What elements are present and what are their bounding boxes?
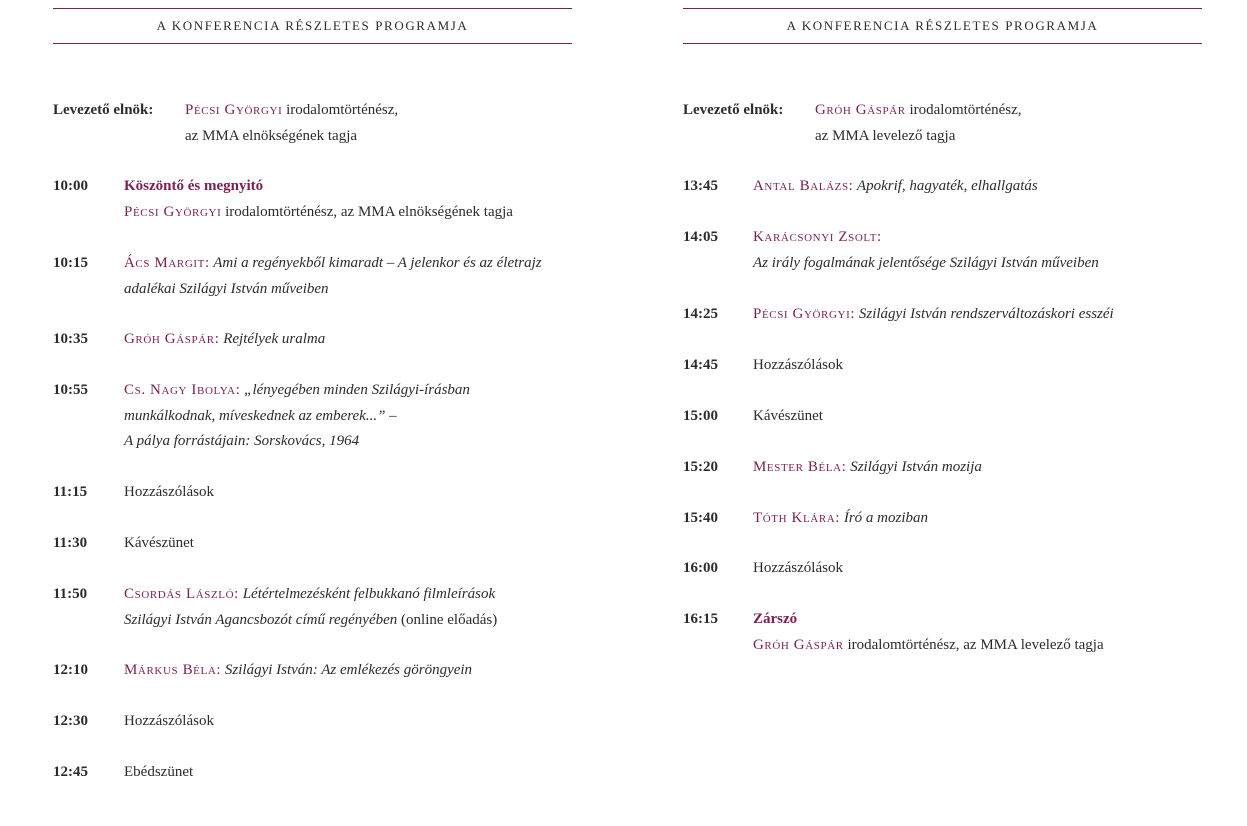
item-time: 16:15 [683,611,718,627]
item-time: 14:45 [683,357,718,373]
section-header: A KONFERENCIA RÉSZLETES PROGRAMJA [53,8,572,44]
talk-title-line2: munkálkodnak, míveskednek az emberek...” – [124,407,397,424]
item-text: Kávészünet [753,408,823,424]
talk-title: Író a moziban [840,510,928,526]
talk-title: Ami a regényekből kimaradt – A jelenkor és az életrajz [209,255,542,271]
talk-title: Rejtélyek uralma [219,331,326,347]
item-time: 10:55 [53,382,88,398]
item-time: 15:20 [683,459,718,475]
speaker-name: Pécsi Györgyi: [753,306,856,322]
item-time: 16:00 [683,560,718,576]
chair-label: Levezető elnök: [683,102,784,118]
item-title: Zárszó [753,611,798,627]
item-time: 11:50 [53,586,88,602]
talk-title: Apokrif, hagyaték, elhallgatás [853,178,1038,194]
item-time: 14:05 [683,229,718,245]
item-text: Hozzászólások [124,484,214,500]
chair-role: irodalomtörténész, [905,102,1022,118]
item-time: 11:30 [53,535,88,551]
item-time: 12:30 [53,713,88,729]
speaker-name: Ács Margit: [124,255,210,271]
item-time: 10:35 [53,331,88,347]
section-header: A KONFERENCIA RÉSZLETES PROGRAMJA [683,8,1202,44]
talk-title: „lényegében minden Szilágyi-írásban [240,382,470,398]
item-time: 14:25 [683,306,718,322]
talk-title: Szilágyi István rendszerváltozáskori esszéi [855,306,1114,322]
talk-title-line2: Szilágyi István Agancsbozót című regényében [124,611,398,628]
item-time: 10:00 [53,178,88,194]
item-text: Kávészünet [124,535,194,551]
chair-name: Pécsi Györgyi [185,102,283,118]
item-text: Ebédszünet [124,764,194,780]
item-time: 13:45 [683,178,718,194]
speaker-name: Antal Balázs: [753,178,854,194]
item-text: Hozzászólások [124,713,214,729]
talk-note: (online előadás) [397,611,498,628]
chair-role-line2: az MMA elnökségének tagja [185,127,358,144]
speaker-name: Csordás László: [124,586,239,602]
item-time: 15:00 [683,408,718,424]
talk-title: Szilágyi István: Az emlékezés göröngyein [221,662,473,678]
speaker-name: Cs. Nagy Ibolya: [124,382,241,398]
item-time: 12:10 [53,662,88,678]
item-text: Hozzászólások [753,357,843,373]
item-time: 11:15 [53,484,88,500]
item-time: 15:40 [683,510,718,526]
chair-role-line2: az MMA levelező tagja [815,127,956,144]
speaker-name: Karácsonyi Zsolt: [753,229,882,245]
speaker-name: Tóth Klára: [753,510,841,526]
chair-label: Levezető elnök: [53,102,154,118]
speaker-name: Pécsi Györgyi [124,203,222,220]
speaker-name: Gróh Gáspár [753,636,844,653]
talk-title: Létértelmezésként felbukkanó filmleírások [238,586,496,602]
chair-role: irodalomtörténész, [282,102,399,118]
chair-name: Gróh Gáspár [815,102,906,118]
item-time: 10:15 [53,255,88,271]
talk-title: Az irály fogalmának jelentősége Szilágyi István műveiben [753,254,1099,271]
speaker-name: Gróh Gáspár: [124,331,220,347]
item-text: Hozzászólások [753,560,843,576]
speaker-name: Mester Béla: [753,459,847,475]
talk-title-line3: A pálya forrástájain: Sorskovács, 1964 [124,433,360,449]
talk-title: Szilágyi István mozija [846,459,982,475]
speaker-role: irodalomtörténész, az MMA elnökségének tagja [221,203,513,220]
speaker-name: Márkus Béla: [124,662,222,678]
talk-title-line2: adalékai Szilágyi István műveiben [124,280,329,297]
item-time: 12:45 [53,764,88,780]
item-title: Köszöntő és megnyitó [124,178,264,194]
speaker-role: irodalomtörténész, az MMA levelező tagja [843,636,1104,653]
